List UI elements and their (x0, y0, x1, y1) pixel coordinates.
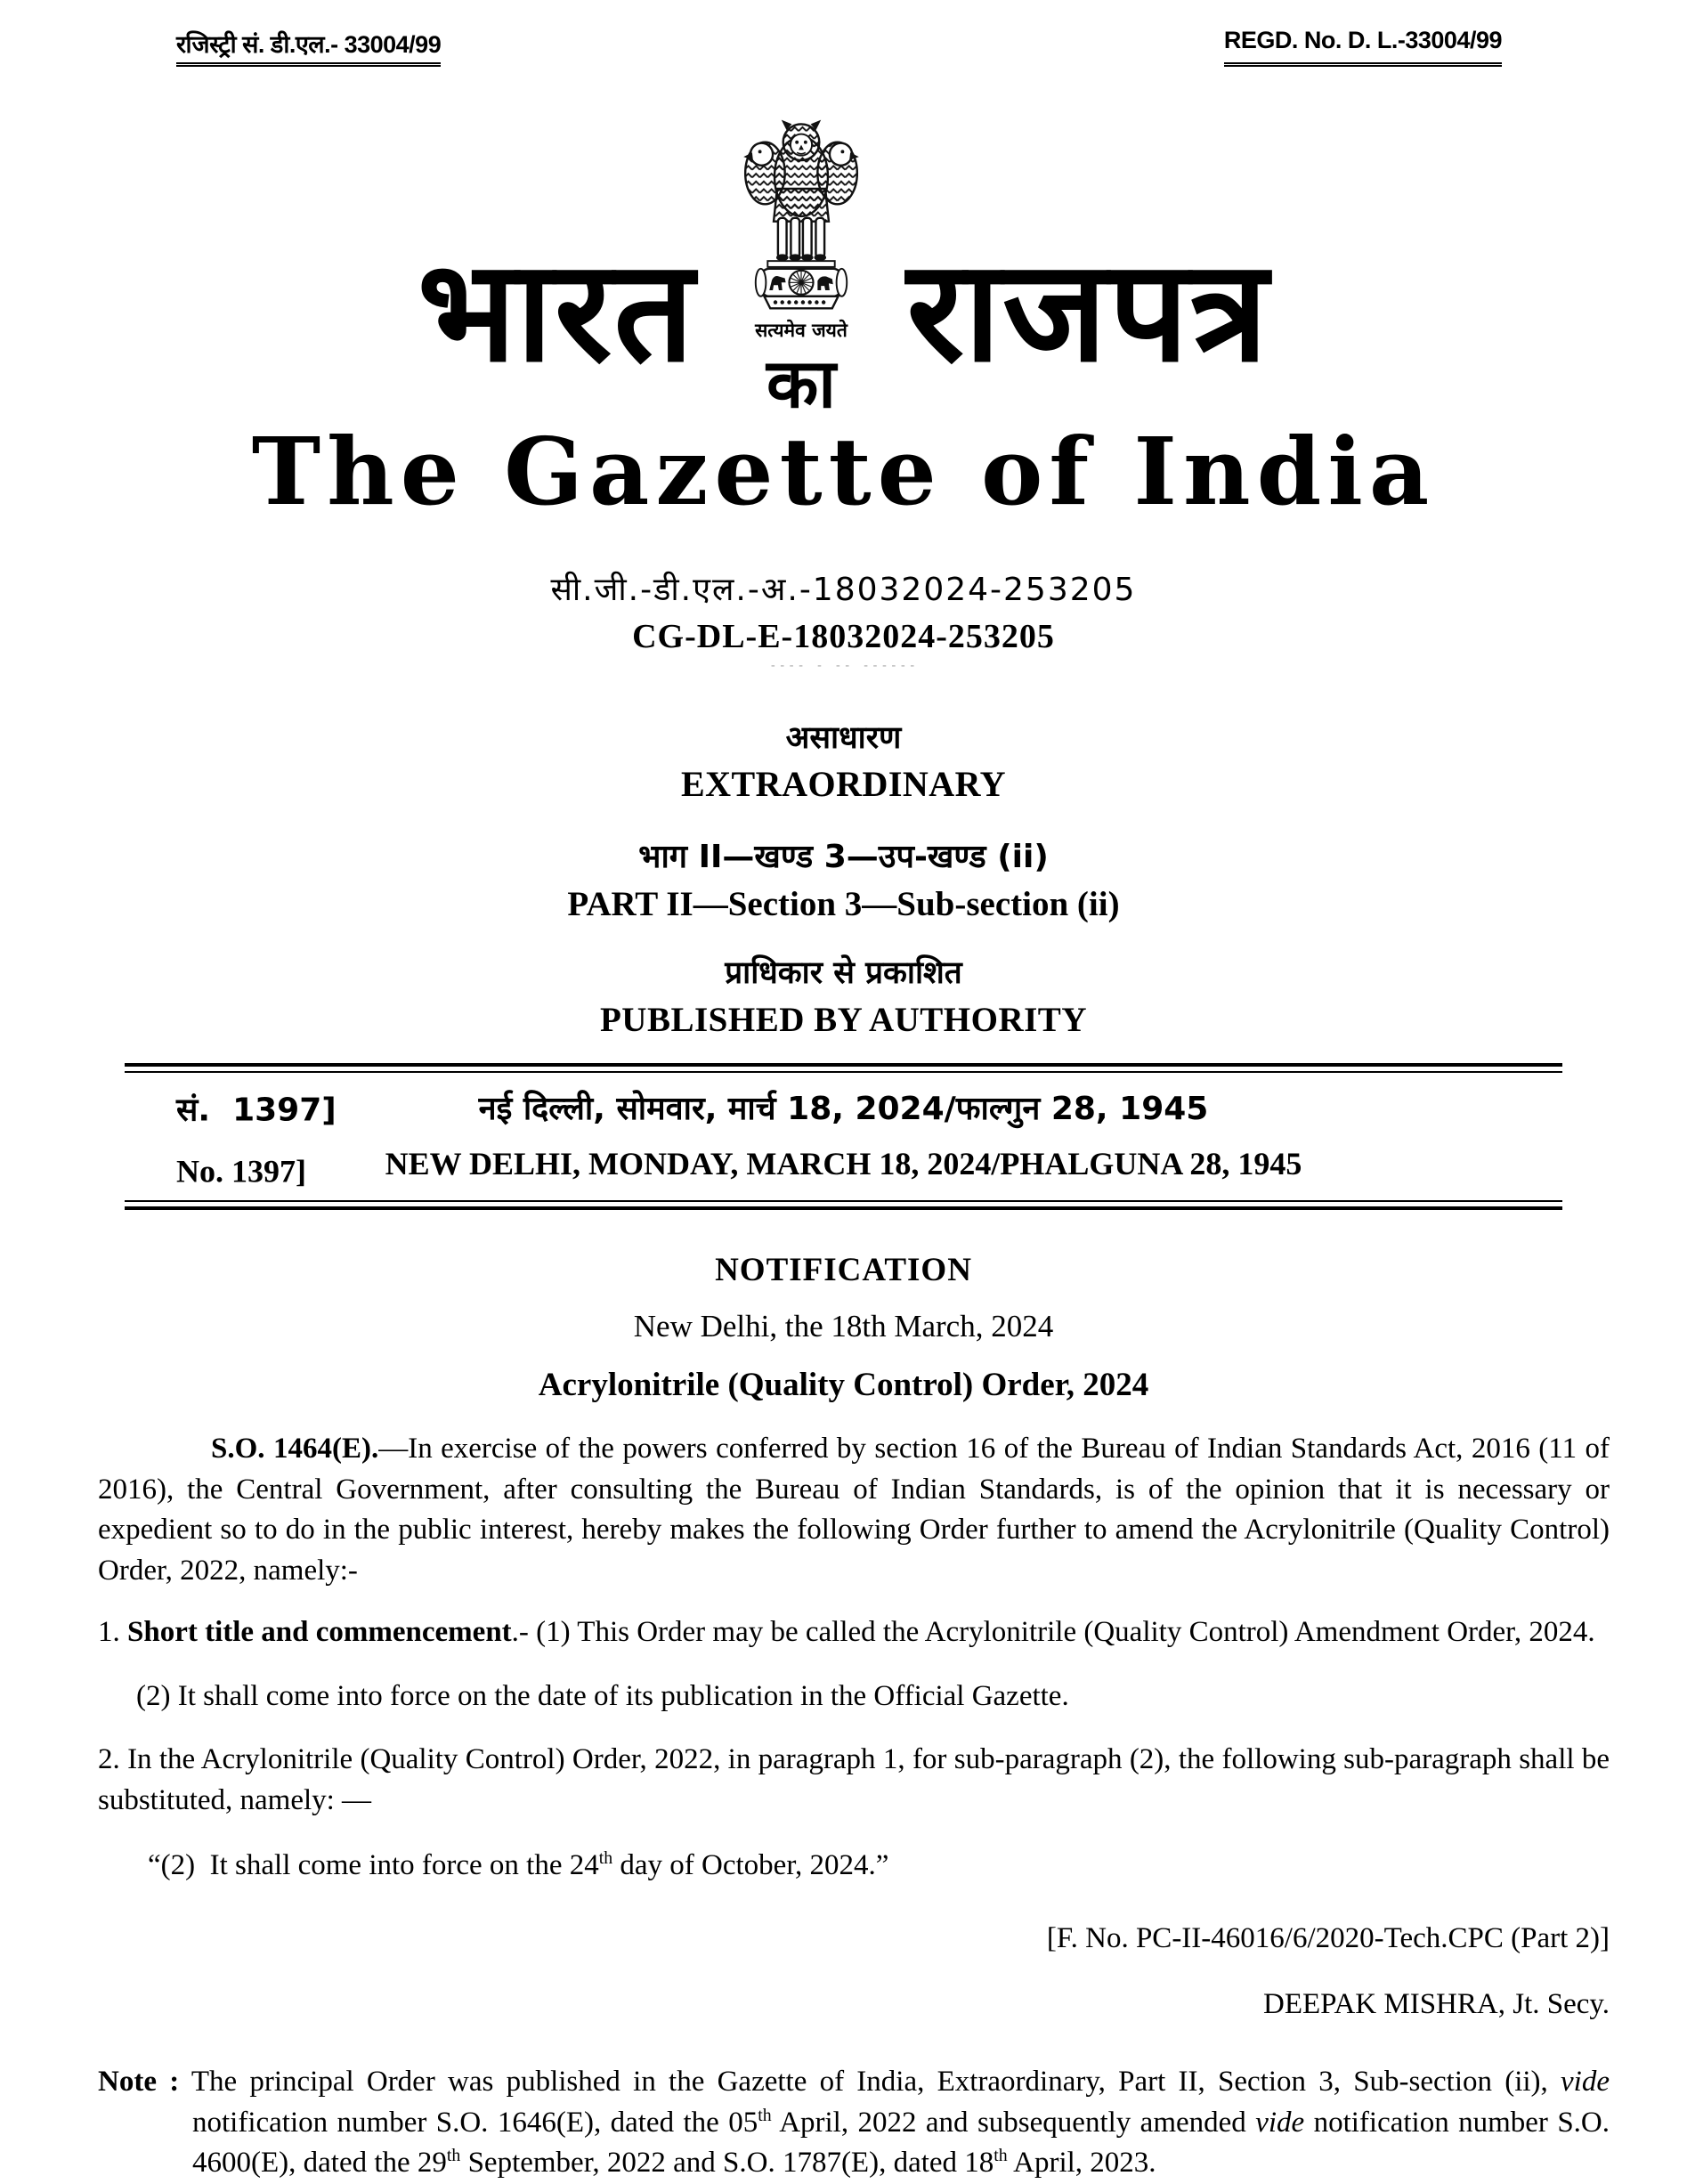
paragraph-so: S.O. 1464(E).—In exercise of the powers conferred by section 16 of the Bureau of Indian Standards Act, 2016 (11 of 2016), the Central Government, after consulting the Bureau of Indian Standards, is of the opinion that it is necessary or expedient so to do in the public interest, hereby makes the following Order further to amend the Acrylonitrile (Quality Control) Order, 2022, namely:- (98, 1433, 1610, 1587)
emblem-motto: सत्यमेव जयते (755, 320, 848, 341)
part-section-hindi: भाग II—खण्ड 3—उप-खण्ड (ii) (638, 839, 1049, 876)
published-by-authority-hindi: प्राधिकार से प्रकाशित (725, 955, 962, 992)
order-title: Acrylonitrile (Quality Control) Order, 2024 (538, 1367, 1149, 1404)
double-rule-bottom (125, 1200, 1562, 1210)
file-number: [F. No. PC-II-46016/6/2020-Tech.CPC (Part 2)] (1046, 1921, 1610, 1954)
published-by-authority-english: PUBLISHED BY AUTHORITY (599, 1001, 1087, 1040)
issue-number-english: No. 1397] (176, 1153, 306, 1189)
registry-number-hindi: रजिस्ट्री सं. डी.एल.- 33004/99 (176, 27, 441, 67)
paragraph-1: 1. Short title and commencement.- (1) This Order may be called the Acrylonitrile (Quality Control) Amendment Order, 2024. (98, 1616, 1595, 1649)
masthead-center-column (710, 110, 892, 423)
footnote: Note : The principal Order was published in the Gazette of India, Extraordinary, Part II, Section 3, Sub-section (ii), vide notification number S.O. 1646(E), dated the 05th April, 2022 and subsequently amended vide notification number S.O. 4600(E), dated the 29th September, 2022 and S.O. 1787(E), dated 18th April, 2023. (98, 2066, 1610, 2180)
masthead-title-hindi-left: भारत (417, 230, 696, 394)
issue-date-hindi: नई दिल्ली, सोमवार, मार्च 18, 2024/फाल्गुन 28, 1945 (478, 1091, 1209, 1128)
notification-place-date: New Delhi, the 18th March, 2024 (633, 1309, 1054, 1344)
part-section-english: PART II—Section 3—Sub-section (ii) (567, 885, 1120, 924)
divider-dashes: ---- - -- ------ (769, 659, 918, 674)
issue-date-english: NEW DELHI, MONDAY, MARCH 18, 2024/PHALGUNA 28, 1945 (385, 1146, 1302, 1182)
issue-info-band (125, 1063, 1562, 1210)
masthead (0, 110, 1687, 423)
emblem-of-india-icon (735, 110, 867, 316)
notification-heading: NOTIFICATION (715, 1252, 972, 1289)
issue-row-hindi (125, 1073, 1562, 1136)
paragraph-2: 2. In the Acrylonitrile (Quality Control) Order, 2022, in paragraph 1, for sub-paragraph (2), the following sub-paragraph shall be substituted, namely: — (98, 1743, 1610, 1816)
registry-header-row (0, 0, 1687, 67)
so-number: S.O. 1464(E). (211, 1433, 379, 1465)
masthead-title-hindi-middle: का (766, 344, 836, 423)
gazette-code-hindi: सी.जी.-डी.एल.-अ.-18032024-253205 (550, 572, 1137, 609)
footnote-label: Note : (98, 2066, 180, 2099)
substituted-sub-paragraph: “(2) It shall come into force on the 24th day of October, 2024.” (148, 1848, 889, 1882)
paragraph-1-sub-2: (2) It shall come into force on the date of its publication in the Official Gazette. (136, 1679, 1069, 1712)
paragraph-1-title: Short title and commencement (127, 1616, 512, 1649)
gazette-title-english: The Gazette of India (251, 417, 1436, 526)
signatory: DEEPAK MISHRA, Jt. Secy. (1262, 1987, 1610, 2020)
notification-body (98, 1429, 1610, 2183)
masthead-title-hindi-right: राजपत्र (906, 230, 1270, 394)
registry-number-english: REGD. No. D. L.-33004/99 (1224, 27, 1502, 67)
issue-row-english (125, 1136, 1562, 1200)
gazette-code-english: CG-DL-E-18032024-253205 (632, 618, 1055, 656)
extraordinary-hindi: असाधारण (785, 720, 902, 757)
issue-number-hindi: सं. 1397] (176, 1092, 337, 1129)
extraordinary-english: EXTRAORDINARY (680, 764, 1007, 805)
double-rule-top (125, 1063, 1562, 1073)
